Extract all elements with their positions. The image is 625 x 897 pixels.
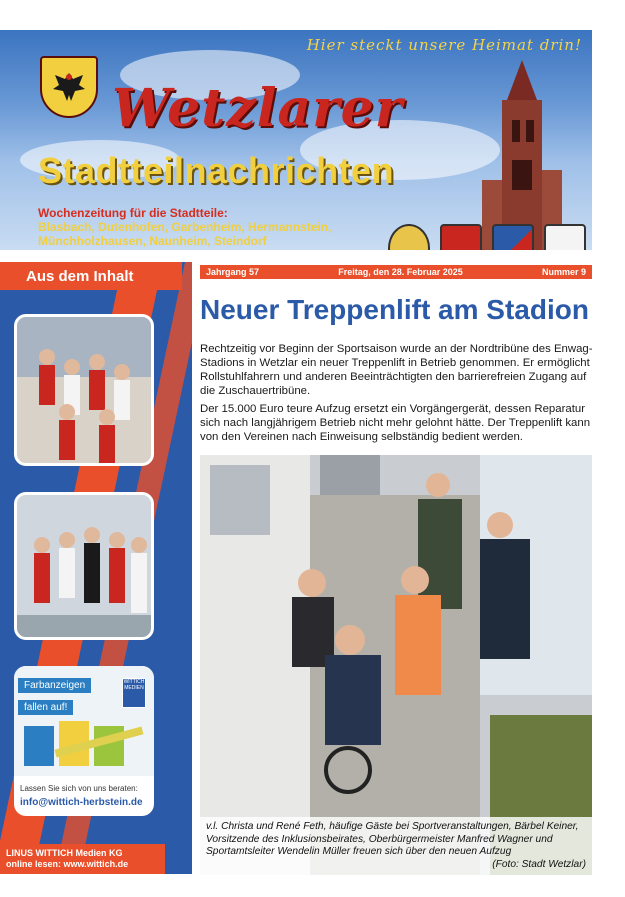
info-line: Blasbach, Dutenhofen, Garbenheim, Hermannstein, (38, 220, 332, 234)
issue-info-bar (200, 265, 592, 279)
caption-text: v.l. Christa und René Feth, häufige Gäste bei Sportveranstaltungen, Bärbel Keiner, Vorsitzende des Inklusionsbeirates, Oberbürgermeister Manfred Wagner und Sportamtsleiter Wendelin Müller freuen sich über den neuen Aufzug (206, 821, 579, 857)
crest-icon (440, 224, 482, 250)
cathedral-tower-icon (482, 60, 562, 250)
photo-caption (200, 817, 592, 875)
photo-credit: (Foto: Stadt Wetzlar) (492, 858, 586, 870)
masthead (0, 30, 592, 250)
sidebar-header: Aus dem Inhalt (0, 262, 182, 290)
ad-tag: fallen auf! (18, 700, 73, 715)
eagle-crest-icon (40, 56, 98, 118)
ad-cta: Lassen Sie sich von uns beraten: (20, 784, 138, 793)
ad-email-link[interactable]: info@wittich-herbstein.de (20, 797, 143, 808)
masthead-title: Wetzlarer (112, 78, 404, 139)
info-line: Münchholzhausen, Naunheim, Steindorf (38, 234, 267, 248)
article-headline: Neuer Treppenlift am Stadion (200, 294, 589, 325)
crest-icon (388, 224, 430, 250)
sidebar-footer (0, 844, 165, 874)
masthead-info (38, 206, 331, 248)
masthead-subtitle: Stadtteilnachrichten (38, 150, 395, 191)
crest-icon (544, 224, 586, 250)
publisher-name: LINUS WITTICH Medien KG (6, 848, 123, 858)
info-title: Wochenzeitung für die Stadtteile: (38, 206, 228, 220)
issue-volume: Jahrgang 57 (206, 267, 260, 277)
wittich-logo-icon: WITTICH MEDIEN (122, 678, 146, 708)
issue-date: Freitag, den 28. Februar 2025 (338, 267, 463, 277)
crest-icon (492, 224, 534, 250)
article-paragraph: Der 15.000 Euro teure Aufzug ersetzt ein Vorgängergerät, dessen Reparatur sich nach langjährigem Betrieb nicht mehr gelohnt hätte. Der Treppenlift kann von den Vereinen nach Einweisung selbständig bedient werden. (200, 403, 591, 443)
district-crests (388, 224, 586, 250)
article-photo[interactable] (200, 455, 592, 875)
carnival-photo-2[interactable] (14, 492, 154, 640)
masthead-tagline: Hier steckt unsere Heimat drin! (306, 36, 582, 54)
advertisement[interactable] (14, 666, 154, 816)
sidebar (0, 262, 192, 874)
article-paragraph: Rechtzeitig vor Beginn der Sportsaison wurde an der Nordtribüne des Enwag-Stadions in Wetzlar ein neuer Treppenlift in Betrieb genommen. Er ermöglicht Rollstuhlfahrern und anderen Beeinträchtigten den barrierefreien Zugang auf die Zuschauertribüne. (200, 343, 593, 397)
issue-number: Nummer 9 (541, 267, 586, 277)
carnival-photo-1[interactable] (14, 314, 154, 466)
ad-tag: Farbanzeigen (18, 678, 91, 693)
website-link[interactable]: online lesen: www.wittich.de (6, 859, 129, 869)
